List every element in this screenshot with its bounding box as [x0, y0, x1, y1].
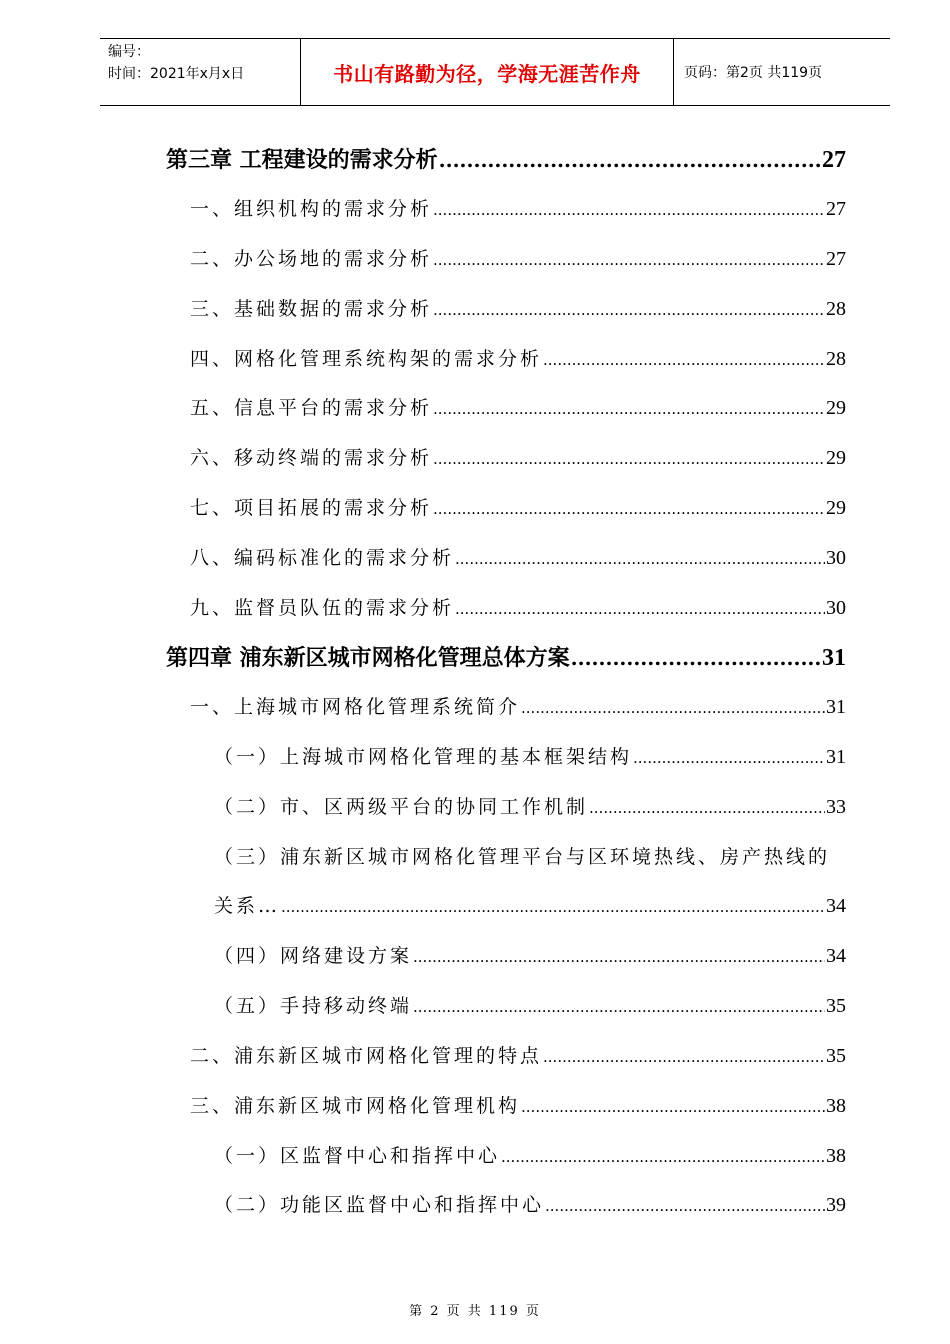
toc-entry-title: 七、项目拓展的需求分析	[190, 497, 433, 519]
toc-entry[interactable]	[214, 891, 846, 918]
toc-entry[interactable]	[190, 194, 846, 221]
toc-leader	[433, 301, 825, 319]
toc-entry-title: 五、信息平台的需求分析	[190, 397, 433, 419]
toc-entry-title-line2: 关系…	[214, 895, 281, 917]
toc-page-number: 29	[826, 397, 846, 419]
toc-page-number: 34	[826, 895, 846, 917]
toc-entry[interactable]	[214, 792, 846, 819]
toc-entry-title: （五）手持移动终端	[214, 995, 413, 1017]
toc-chapter-3[interactable]	[166, 143, 846, 174]
toc-page-number: 35	[826, 1045, 846, 1067]
toc-page-number: 35	[826, 995, 846, 1017]
toc-leader	[433, 450, 825, 468]
toc-entry-title: 一、组织机构的需求分析	[190, 198, 433, 220]
header-page-info: 页码：第2页 共119页	[684, 65, 823, 81]
header-meta	[100, 39, 301, 105]
toc-leader	[433, 500, 825, 518]
toc-page-number: 28	[826, 298, 846, 320]
toc-entry-title: 八、编码标准化的需求分析	[190, 547, 455, 569]
toc-page-number: 34	[826, 945, 846, 967]
toc-leader	[433, 251, 825, 269]
toc-entry[interactable]	[190, 593, 846, 620]
toc-leader	[433, 400, 825, 418]
toc-leader	[433, 201, 825, 219]
toc-leader	[633, 749, 825, 767]
toc-page-number: 30	[826, 547, 846, 569]
toc-entry-title: 三、浦东新区城市网格化管理机构	[190, 1095, 521, 1117]
toc-chapter-title: 第四章 浦东新区城市网格化管理总体方案	[166, 645, 570, 671]
toc-entry-title: （二）功能区监督中心和指挥中心	[214, 1194, 545, 1216]
toc-entry-title: 二、浦东新区城市网格化管理的特点	[190, 1045, 543, 1067]
toc-chapter-4[interactable]	[166, 641, 846, 672]
toc-entry-title: （四）网络建设方案	[214, 945, 413, 967]
toc-page-number: 38	[826, 1095, 846, 1117]
toc-page-number: 29	[826, 497, 846, 519]
toc-entry[interactable]	[190, 294, 846, 321]
toc-page-number: 27	[822, 147, 846, 173]
toc-page-number: 39	[826, 1194, 846, 1216]
toc-entry-title: （一）区监督中心和指挥中心	[214, 1145, 501, 1167]
toc-leader	[413, 998, 825, 1016]
toc-leader	[281, 898, 825, 916]
toc-page-number: 31	[822, 645, 846, 671]
toc-page-number: 28	[826, 348, 846, 370]
toc-page-number: 27	[826, 198, 846, 220]
toc-page-number: 29	[826, 447, 846, 469]
toc-entry[interactable]	[190, 1091, 846, 1118]
toc-leader	[521, 1098, 825, 1116]
toc-entry[interactable]	[214, 991, 846, 1018]
toc-page-number: 38	[826, 1145, 846, 1167]
toc-chapter-title: 第三章 工程建设的需求分析	[166, 147, 438, 173]
serial-label: 编号：	[108, 44, 150, 60]
toc-entry[interactable]	[190, 1041, 846, 1068]
toc-leader	[571, 646, 821, 670]
toc-entry-title: 六、移动终端的需求分析	[190, 447, 433, 469]
toc-entry[interactable]	[190, 443, 846, 470]
toc-page-number: 27	[826, 248, 846, 270]
page-footer: 第 2 页 共 119 页	[409, 1304, 541, 1319]
time-label: 时间：2021年x月x日	[108, 66, 245, 82]
toc-entry[interactable]	[214, 1141, 846, 1168]
toc-entry-title: （二）市、区两级平台的协同工作机制	[214, 796, 589, 818]
toc-entry[interactable]	[214, 742, 846, 769]
toc-entry[interactable]	[190, 493, 846, 520]
toc-entry-title: 四、网格化管理系统构架的需求分析	[190, 348, 543, 370]
toc-entry-title: 二、办公场地的需求分析	[190, 248, 433, 270]
header-motto: 书山有路勤为径，学海无涯苦作舟	[301, 39, 674, 105]
toc-entry[interactable]	[190, 543, 846, 570]
toc-entry-title: 一、上海城市网格化管理系统简介	[190, 696, 521, 718]
toc-page-number: 30	[826, 597, 846, 619]
toc-leader	[521, 699, 825, 717]
page-header	[100, 38, 890, 106]
toc-leader	[413, 948, 825, 966]
toc-entry-title: 三、基础数据的需求分析	[190, 298, 433, 320]
toc-leader	[545, 1197, 825, 1215]
toc-leader	[455, 600, 825, 618]
toc-leader	[589, 799, 825, 817]
toc-entry[interactable]	[190, 692, 846, 719]
toc-entry[interactable]	[214, 1190, 846, 1217]
toc-leader	[439, 148, 821, 172]
toc-leader	[543, 351, 825, 369]
toc-entry-title: （一）上海城市网格化管理的基本框架结构	[214, 746, 633, 768]
toc-page-number: 31	[826, 696, 846, 718]
toc-entry[interactable]	[190, 344, 846, 371]
toc-entry[interactable]	[214, 941, 846, 968]
toc-leader	[455, 550, 825, 568]
toc-leader	[543, 1048, 825, 1066]
toc-entry-title-line1[interactable]: （三）浦东新区城市网格化管理平台与区环境热线、房产热线的	[214, 846, 831, 868]
toc-entry[interactable]	[190, 393, 846, 420]
toc-leader	[501, 1148, 825, 1166]
toc-page-number: 31	[826, 746, 846, 768]
toc-entry-title: 九、监督员队伍的需求分析	[190, 597, 455, 619]
toc-page-number: 33	[826, 796, 846, 818]
toc-entry[interactable]	[190, 244, 846, 271]
